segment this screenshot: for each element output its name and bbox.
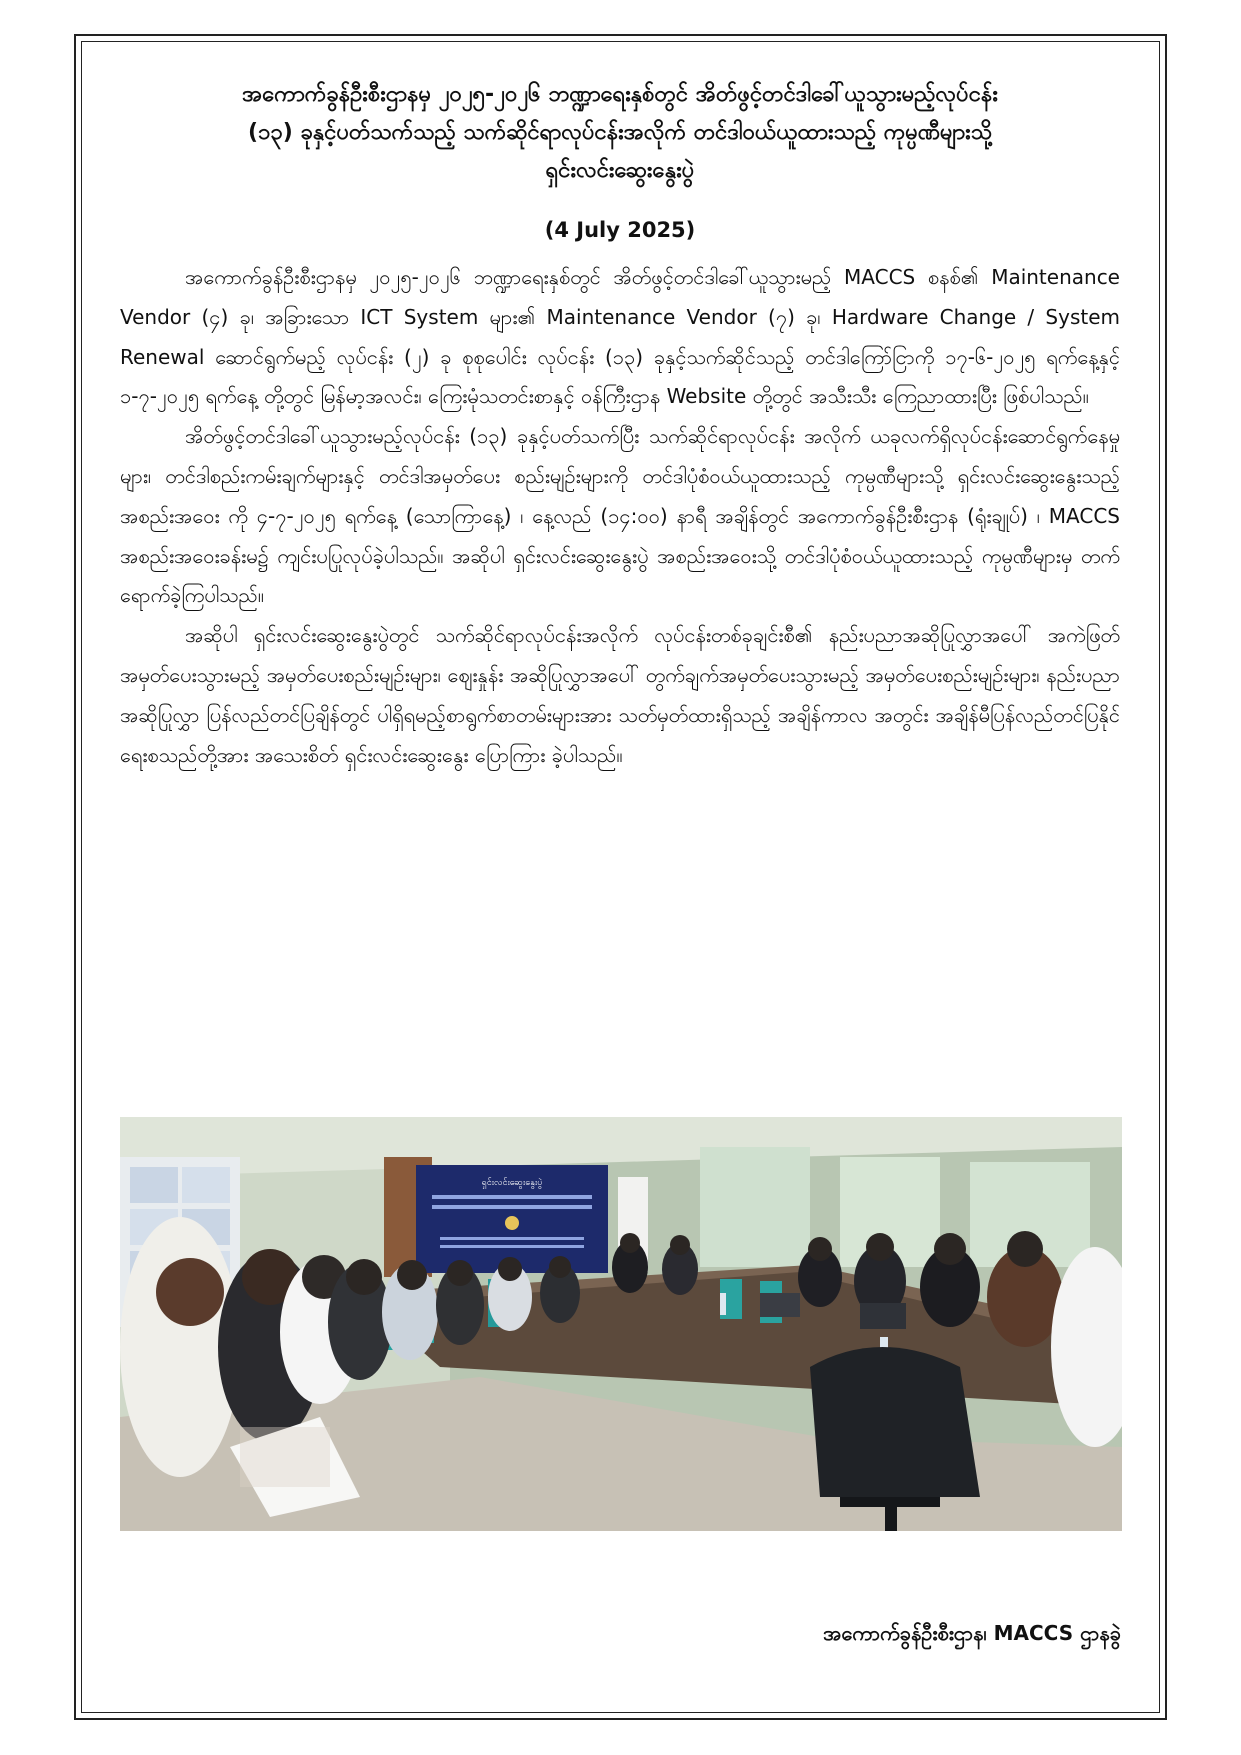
document-title xyxy=(110,76,1130,190)
document-date: (4 July 2025) xyxy=(544,218,696,242)
paragraph-3: အဆိုပါ ရှင်းလင်းဆွေးနွေးပွဲတွင် သက်ဆိုင်ရာလုပ်ငန်းအလိုက် လုပ်ငန်းတစ်ခုချင်းစီ၏ နည်းပညာအဆိုပြုလွှာအပေါ် အကဲဖြတ်အမှတ်ပေးသွားမည့် အမှတ်ပေးစည်းမျဉ်းများ၊ ဈေးနှုန်း အဆိုပြုလွှာအပေါ် တွက်ချက်အမှတ်ပေးသွားမည့် အမှတ်ပေးစည်းမျဉ်းများ၊ နည်းပညာအဆိုပြုလွှာ ပြန်လည်တင်ပြချိန်တွင် ပါရှိရမည့်စာရွက်စာတမ်းများအား သတ်မှတ်ထားရှိသည့် အချိန်ကာလ အတွင်း အချိန်မီပြန်လည်တင်ပြနိုင်ရေးစသည်တို့အား အသေးစိတ် ရှင်းလင်းဆွေးနွေး ပြောကြား ခဲ့ပါသည်။ xyxy=(120,623,1120,767)
meeting-photo xyxy=(120,1117,1122,1531)
title-line-3: ရှင်းလင်းဆွေးနွေးပွဲ xyxy=(545,158,695,183)
screen-heading: ရှင်းလင်းဆွေးနွေးပွဲ xyxy=(481,1178,543,1188)
title-line-2: (၁၃) ခုနှင့်ပတ်သက်သည့် သက်ဆိုင်ရာလုပ်ငန်းအလိုက် တင်ဒါဝယ်ယူထားသည့် ကုမ္ပဏီများသို့ xyxy=(247,120,992,145)
title-line-1: အကောက်ခွန်ဦးစီးဌာနမှ ၂၀၂၅-၂၀၂၆ ဘဏ္ဍာရေးနှစ်တွင် အိတ်ဖွင့်တင်ဒါခေါ်ယူသွားမည့်လုပ်ငန်း xyxy=(242,82,998,107)
document-body xyxy=(120,258,1120,775)
paragraph-2: အိတ်ဖွင့်တင်ဒါခေါ်ယူသွားမည့်လုပ်ငန်း (၁၃) ခုနှင့်ပတ်သက်ပြီး သက်ဆိုင်ရာလုပ်ငန်း အလိုက် ယခုလက်ရှိလုပ်ငန်းဆောင်ရွက်နေမှုများ၊ တင်ဒါစည်းကမ်းချက်များနှင့် တင်ဒါအမှတ်ပေး စည်းမျဉ်းများကို တင်ဒါပုံစံဝယ်ယူထားသည့် ကုမ္ပဏီများသို့ ရှင်းလင်းဆွေးနွေးသည့် အစည်းအဝေး ကို ၄-၇-၂၀၂၅ ရက်နေ့ (သောကြာနေ့) ၊ နေ့လည် (၁၄:၀၀) နာရီ အချိန်တွင် အကောက်ခွန်ဦးစီးဌာန (ရုံးချုပ်) ၊ MACCS အစည်းအဝေးခန်းမ၌ ကျင်းပပြုလုပ်ခဲ့ပါသည်။ အဆိုပါ ရှင်းလင်းဆွေးနွေးပွဲ အစည်းအဝေးသို့ တင်ဒါပုံစံဝယ်ယူထားသည့် ကုမ္ပဏီများမှ တက်ရောက်ခဲ့ကြပါသည်။ xyxy=(120,424,1120,608)
paragraph-1: အကောက်ခွန်ဦးစီးဌာနမှ ၂၀၂၅-၂၀၂၆ ဘဏ္ဍာရေးနှစ်တွင် အိတ်ဖွင့်တင်ဒါခေါ်ယူသွားမည့် MACCS စနစ်၏ Maintenance Vendor (၄) ခု၊ အခြားသော ICT System များ၏ Maintenance Vendor (၇) ခု၊ Hardware Change / System Renewal ဆောင်ရွက်မည့် လုပ်ငန်း (၂) ခု စုစုပေါင်း လုပ်ငန်း (၁၃) ခုနှင့်သက်ဆိုင်သည့် တင်ဒါကြော်ငြာကို ၁၇-၆-၂၀၂၅ ရက်နေ့နှင့် ၁-၇-၂၀၂၅ ရက်နေ့ တို့တွင် မြန်မာ့အလင်း၊ ကြေးမုံသတင်းစာနှင့် ဝန်ကြီးဌာန Website တို့တွင် အသီးသီး ကြေညာထားပြီး ဖြစ်ပါသည်။ xyxy=(120,265,1120,409)
signature: အကောက်ခွန်ဦးစီးဌာန၊ MACCS ဌာနခွဲ xyxy=(823,1621,1121,1645)
